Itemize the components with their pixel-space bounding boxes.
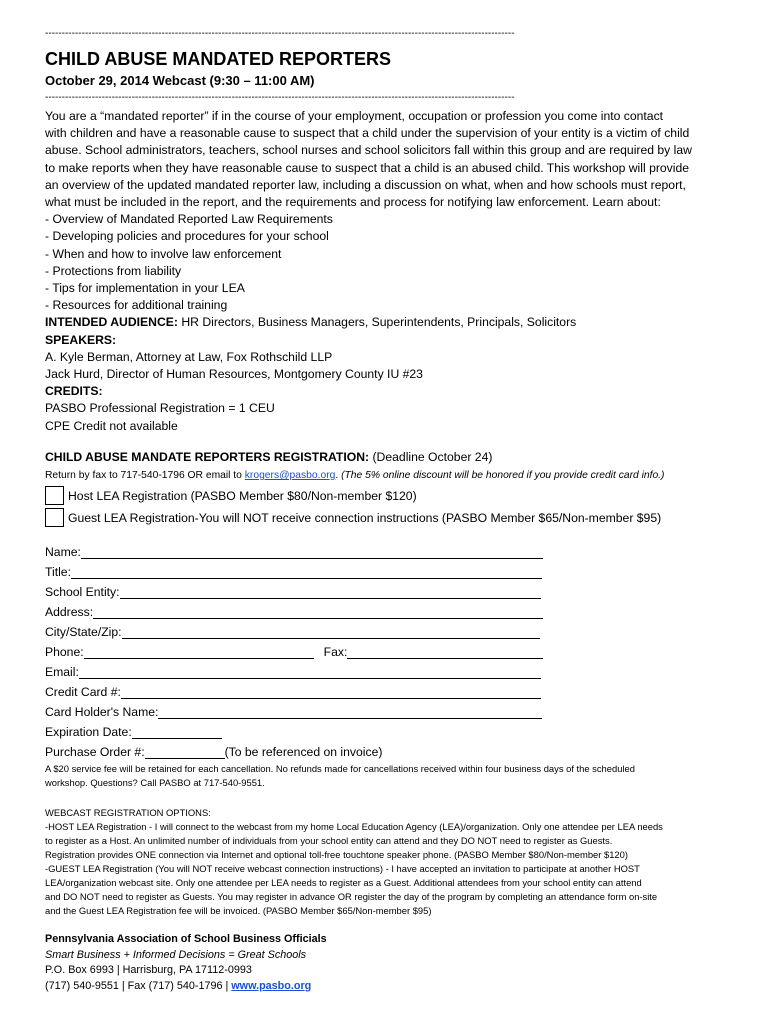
purchase-order-input-line[interactable] bbox=[145, 744, 225, 759]
discount-note: (The 5% online discount will be honored if you provide credit card info.) bbox=[341, 470, 665, 481]
topic-bullet: - Developing policies and procedures for your school bbox=[45, 229, 329, 244]
school-entity-field[interactable] bbox=[45, 582, 541, 599]
cancellation-policy bbox=[45, 762, 635, 790]
expiration-input-line[interactable] bbox=[132, 724, 222, 739]
speaker-item: A. Kyle Berman, Attorney at Law, Fox Rothschild LLP bbox=[45, 349, 333, 364]
purchase-order-field[interactable] bbox=[45, 742, 382, 759]
email-label: Email: bbox=[45, 665, 79, 679]
fax-label: Fax: bbox=[323, 645, 348, 659]
org-phone-fax: (717) 540-9551 | Fax (717) 540-1796 | bbox=[45, 979, 232, 992]
page-title: CHILD ABUSE MANDATED REPORTERS bbox=[45, 49, 392, 69]
second-dash-rule: --------------------------------------------------------------------------------------------------------------------------------------------- bbox=[45, 92, 515, 103]
webcast-option-line: and DO NOT need to register as Guests. You may register in advance OR register the day of the program by completing an attendance form on-site bbox=[45, 891, 658, 902]
intro-section bbox=[45, 108, 692, 435]
intro-line: with children and have a reasonable cause to suspect that a child under the supervision of your entity is a victim of child bbox=[45, 126, 690, 141]
purchase-order-label: Purchase Order #: bbox=[45, 745, 145, 759]
webcast-options bbox=[45, 806, 663, 918]
city-state-zip-label: City/State/Zip: bbox=[45, 625, 122, 639]
webcast-option-line: Registration provides ONE connection via Internet and optional toll-free touchtone speaker phone. (PASBO Member $80/Non-member $120) bbox=[45, 849, 628, 860]
webcast-option-line: LEA/organization webcast site. Only one attendee per LEA needs to register as a Guest. Additional attendees from your school entity can attend bbox=[45, 877, 642, 888]
topic-bullet: - Overview of Mandated Reported Law Requirements bbox=[45, 212, 333, 227]
card-holder-label: Card Holder's Name: bbox=[45, 705, 159, 719]
credit-item: PASBO Professional Registration = 1 CEU bbox=[45, 401, 275, 416]
host-lea-checkbox[interactable] bbox=[45, 486, 64, 505]
address-input-line[interactable] bbox=[93, 604, 543, 619]
topic-bullet: - When and how to involve law enforcement bbox=[45, 246, 282, 261]
card-holder-field[interactable] bbox=[45, 702, 542, 719]
webcast-options-heading: WEBCAST REGISTRATION OPTIONS: bbox=[45, 807, 211, 818]
org-name: Pennsylvania Association of School Business Officials bbox=[45, 933, 327, 945]
speakers-label: SPEAKERS: bbox=[45, 332, 117, 347]
webcast-date: October 29, 2014 Webcast (9:30 – 11:00 AM) bbox=[45, 73, 315, 88]
address-label: Address: bbox=[45, 605, 94, 619]
school-entity-label: School Entity: bbox=[45, 585, 120, 599]
intro-line: an overview of the updated mandated reporter law, including a discussion on what, when and how schools must report, bbox=[45, 177, 686, 192]
credit-card-field[interactable] bbox=[45, 682, 541, 699]
return-text: Return by fax to 717-540-1796 OR email to bbox=[45, 470, 245, 481]
host-lea-label: Host LEA Registration (PASBO Member $80/Non-member $120) bbox=[68, 488, 417, 503]
name-label: Name: bbox=[45, 545, 81, 559]
top-dash-rule: --------------------------------------------------------------------------------------------------------------------------------------------- bbox=[45, 28, 515, 39]
name-input-line[interactable] bbox=[81, 544, 543, 559]
registration-title: CHILD ABUSE MANDATE REPORTERS REGISTRATION: bbox=[45, 450, 370, 464]
intro-line: to make reports when they have reasonable cause to suspect that a child is an abused child. This workshop will provide bbox=[45, 160, 690, 175]
webcast-option-line: and the Guest LEA Registration fee will be invoiced. (PASBO Member $65/Non-member $95) bbox=[45, 905, 432, 916]
registration-deadline: (Deadline October 24) bbox=[369, 450, 493, 464]
city-state-zip-field[interactable] bbox=[45, 622, 540, 639]
audience-value: HR Directors, Business Managers, Superintendents, Principals, Solicitors bbox=[177, 315, 577, 330]
intro-line: abuse. School administrators, teachers, school nurses and school solicitors fall within this group and are required by law bbox=[45, 143, 692, 158]
webcast-option-line: to register as a Host. An unlimited number of individuals from your school entity can attend and they DO NOT need to register as Guests. bbox=[45, 835, 613, 846]
expiration-label: Expiration Date: bbox=[45, 725, 132, 739]
email-link[interactable]: krogers@pasbo.org bbox=[244, 470, 336, 481]
host-lea-option[interactable] bbox=[45, 485, 417, 506]
org-contact bbox=[45, 979, 327, 995]
return-end: . bbox=[335, 470, 342, 481]
title-field[interactable] bbox=[45, 562, 542, 579]
guest-lea-option[interactable] bbox=[45, 507, 661, 528]
guest-lea-checkbox[interactable] bbox=[45, 508, 64, 527]
topic-bullet: - Resources for additional training bbox=[45, 298, 228, 313]
email-field[interactable] bbox=[45, 662, 541, 679]
cancellation-line: workshop. Questions? Call PASBO at 717-540-9551. bbox=[45, 777, 265, 788]
po-note: (To be referenced on invoice) bbox=[224, 745, 383, 759]
expiration-field[interactable] bbox=[45, 722, 222, 739]
intro-line: You are a “mandated reporter” if in the course of your employment, occupation or profession you come into contact bbox=[45, 109, 664, 123]
intro-line: what must be included in the report, and the requirements and process for notifying law enforcement. Learn about: bbox=[45, 195, 661, 210]
topic-bullet: - Protections from liability bbox=[45, 263, 182, 278]
credits-label: CREDITS: bbox=[45, 384, 103, 399]
org-address: P.O. Box 6993 | Harrisburg, PA 17112-0993 bbox=[45, 964, 252, 976]
phone-fax-field[interactable] bbox=[45, 642, 543, 659]
intended-audience bbox=[45, 314, 692, 331]
fax-input-line[interactable] bbox=[347, 644, 543, 659]
topic-bullet: - Tips for implementation in your LEA bbox=[45, 281, 245, 296]
registration-heading bbox=[45, 450, 492, 464]
guest-lea-label: Guest LEA Registration-You will NOT receive connection instructions (PASBO Member $65/Non-member $95) bbox=[68, 510, 662, 525]
audience-label: INTENDED AUDIENCE: bbox=[45, 315, 178, 330]
credit-card-input-line[interactable] bbox=[121, 684, 541, 699]
phone-input-line[interactable] bbox=[84, 644, 314, 659]
city-state-zip-input-line[interactable] bbox=[122, 624, 540, 639]
phone-label: Phone: bbox=[45, 645, 84, 659]
credit-card-label: Credit Card #: bbox=[45, 685, 121, 699]
cancellation-line: A $20 service fee will be retained for each cancellation. No refunds made for cancellations received within four business days of the scheduled bbox=[45, 763, 635, 774]
title-label: Title: bbox=[45, 565, 71, 579]
title-input-line[interactable] bbox=[71, 564, 542, 579]
name-field[interactable] bbox=[45, 542, 543, 559]
email-input-line[interactable] bbox=[79, 664, 541, 679]
org-tagline: Smart Business + Informed Decisions = Great Schools bbox=[45, 948, 307, 961]
school-entity-input-line[interactable] bbox=[120, 584, 541, 599]
credit-item: CPE Credit not available bbox=[45, 418, 178, 433]
return-instructions bbox=[45, 470, 664, 481]
webcast-option-line: -GUEST LEA Registration (You will NOT receive webcast connection instructions) - I have accepted an invitation to participate at another HOST bbox=[45, 863, 640, 874]
website-link[interactable]: www.pasbo.org bbox=[231, 979, 312, 992]
address-field[interactable] bbox=[45, 602, 543, 619]
webcast-option-line: -HOST LEA Registration - I will connect to the webcast from my home Local Education Agency (LEA)/organization. Only one attendee per LEA needs bbox=[45, 821, 663, 832]
org-footer bbox=[45, 932, 327, 994]
speaker-item: Jack Hurd, Director of Human Resources, Montgomery County IU #23 bbox=[45, 367, 423, 382]
card-holder-input-line[interactable] bbox=[158, 704, 542, 719]
